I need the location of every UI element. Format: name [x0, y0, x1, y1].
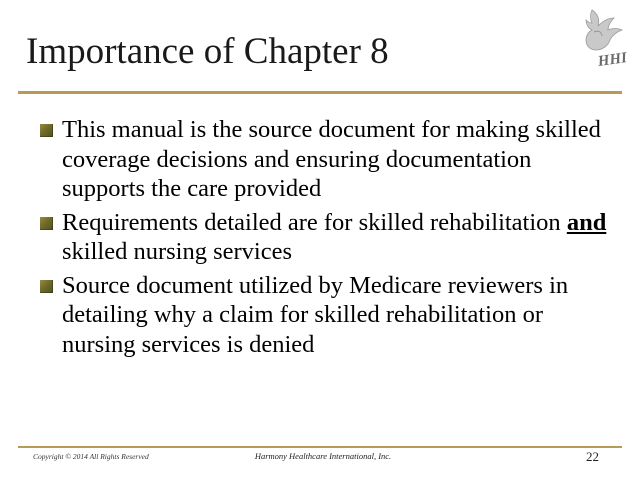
title-divider	[18, 91, 622, 94]
bullet-item	[40, 271, 620, 360]
footer-company: Harmony Healthcare International, Inc.	[254, 451, 392, 461]
footer-divider	[18, 446, 622, 448]
slide-title: Importance of Chapter 8	[26, 31, 389, 72]
square-bullet-icon	[40, 124, 53, 137]
bullet-text-part: Requirements detailed are for skilled rehabilitation	[62, 208, 567, 236]
logo-text: HHI	[596, 50, 629, 70]
bullet-text: Source document utilized by Medicare reviewers in detailing why a claim for skilled rehabilitation or nursing services is denied	[62, 271, 569, 358]
dove-logo-icon	[568, 6, 630, 72]
bullet-list	[40, 115, 620, 363]
bullet-text: This manual is the source document for making skilled coverage decisions and ensuring documentation supports the care provided	[62, 116, 601, 202]
square-bullet-icon	[40, 280, 53, 293]
bullet-text-part: skilled nursing services	[62, 238, 292, 265]
bullet-item	[40, 208, 620, 267]
bullet-item	[40, 115, 620, 204]
bullet-text	[62, 209, 606, 266]
emphasized-word: and	[566, 208, 607, 236]
square-bullet-icon	[40, 217, 53, 230]
footer-copyright: Copyright © 2014 All Rights Reserved	[33, 452, 149, 461]
page-number: 22	[586, 449, 599, 464]
